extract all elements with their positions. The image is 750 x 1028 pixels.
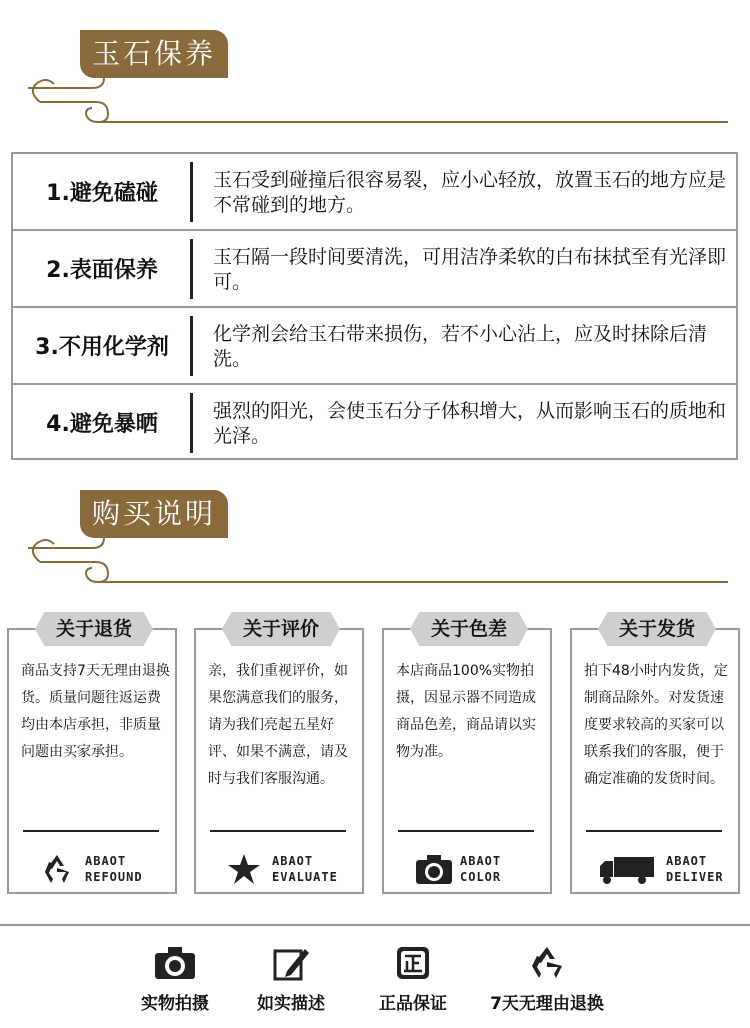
care-row-title: 3.不用化学剂 [35, 335, 169, 360]
divider [398, 830, 534, 832]
pen-icon [269, 945, 313, 981]
care-row [13, 306, 736, 383]
card-tag [35, 612, 153, 646]
care-row-text: 玉石隔一段时间要清洗，可用洁净柔软的白布抹拭至有光泽即可。 [213, 246, 727, 293]
genuine-icon [391, 945, 435, 981]
card-tag [598, 612, 716, 646]
care-row [13, 154, 736, 229]
card-text: 本店商品100%实物拍摄，因显示器不同造成商品色差，商品请以实物为准。 [396, 663, 536, 760]
card-en-line1: ABAOT [85, 854, 127, 868]
guarantee-item [110, 945, 240, 1015]
care-row-title: 1.避免磕碰 [46, 181, 158, 206]
info-card-color [382, 618, 552, 894]
card-text: 拍下48小时内发货，定制商品除外。对发货速度要求较高的买家可以联系我们的客服，便于确定准确的发货时间。 [584, 663, 728, 787]
info-card-evaluate [194, 618, 364, 894]
card-en-line2: EVALUATE [272, 870, 338, 884]
star-icon [226, 852, 262, 886]
buy-section-header [0, 490, 750, 585]
card-label: 关于发货 [618, 618, 695, 640]
card-footer [414, 852, 544, 886]
guarantee-label: 7天无理由退换 [490, 994, 604, 1014]
divider [23, 830, 159, 832]
card-en-line1: ABAOT [666, 854, 708, 868]
guarantee-label: 正品保证 [379, 994, 447, 1014]
divider [190, 393, 193, 453]
camera-icon [414, 852, 454, 886]
care-table [11, 152, 738, 460]
card-label: 关于退货 [55, 618, 132, 640]
care-row [13, 229, 736, 306]
card-footer [39, 852, 169, 886]
guarantee-label: 实物拍摄 [141, 994, 209, 1014]
card-en-line2: DELIVER [666, 870, 724, 884]
truck-icon [598, 852, 656, 886]
card-footer [226, 852, 356, 886]
card-en-line2: COLOR [460, 870, 502, 884]
card-label: 关于色差 [430, 618, 507, 640]
divider [190, 316, 193, 376]
info-card-deliver [570, 618, 740, 894]
card-tag [222, 612, 340, 646]
care-row-title: 2.表面保养 [46, 258, 158, 283]
card-text: 亲，我们重视评价，如果您满意我们的服务，请为我们亮起五星好评、如果不满意，请及时与我们客服沟通。 [208, 663, 348, 787]
divider [190, 239, 193, 299]
care-row-text: 化学剂会给玉石带来损伤，若不小心沾上，应及时抹除后清洗。 [213, 323, 708, 370]
section-title: 玉石保养 [80, 30, 228, 78]
card-en-line1: ABAOT [272, 854, 314, 868]
divider [210, 830, 346, 832]
info-card-refund [7, 618, 177, 894]
card-tag [410, 612, 528, 646]
recycle-icon [39, 852, 75, 886]
guarantee-label: 如实描述 [257, 994, 325, 1014]
care-row-text: 玉石受到碰撞后很容易裂，应小心轻放，放置玉石的地方应是不常碰到的地方。 [213, 169, 727, 216]
care-row-title: 4.避免暴晒 [46, 412, 158, 437]
divider [190, 162, 193, 222]
care-row [13, 383, 736, 460]
divider [586, 830, 722, 832]
guarantee-item [348, 945, 478, 1015]
card-footer [600, 852, 730, 886]
care-section-header [0, 30, 750, 125]
section-title: 购买说明 [80, 490, 228, 538]
camera-icon [153, 945, 197, 981]
guarantee-item [482, 945, 612, 1015]
card-text: 商品支持7天无理由退换货。质量问题往返运费均由本店承担，非质量问题由买家承担。 [21, 663, 170, 760]
guarantee-item [226, 945, 356, 1015]
card-label: 关于评价 [242, 618, 319, 640]
recycle-icon [525, 945, 569, 981]
card-en-line1: ABAOT [460, 854, 502, 868]
care-row-text: 强烈的阳光，会使玉石分子体积增大，从而影响玉石的质地和光泽。 [213, 400, 727, 447]
divider [0, 924, 750, 926]
card-en-line2: REFOUND [85, 870, 143, 884]
